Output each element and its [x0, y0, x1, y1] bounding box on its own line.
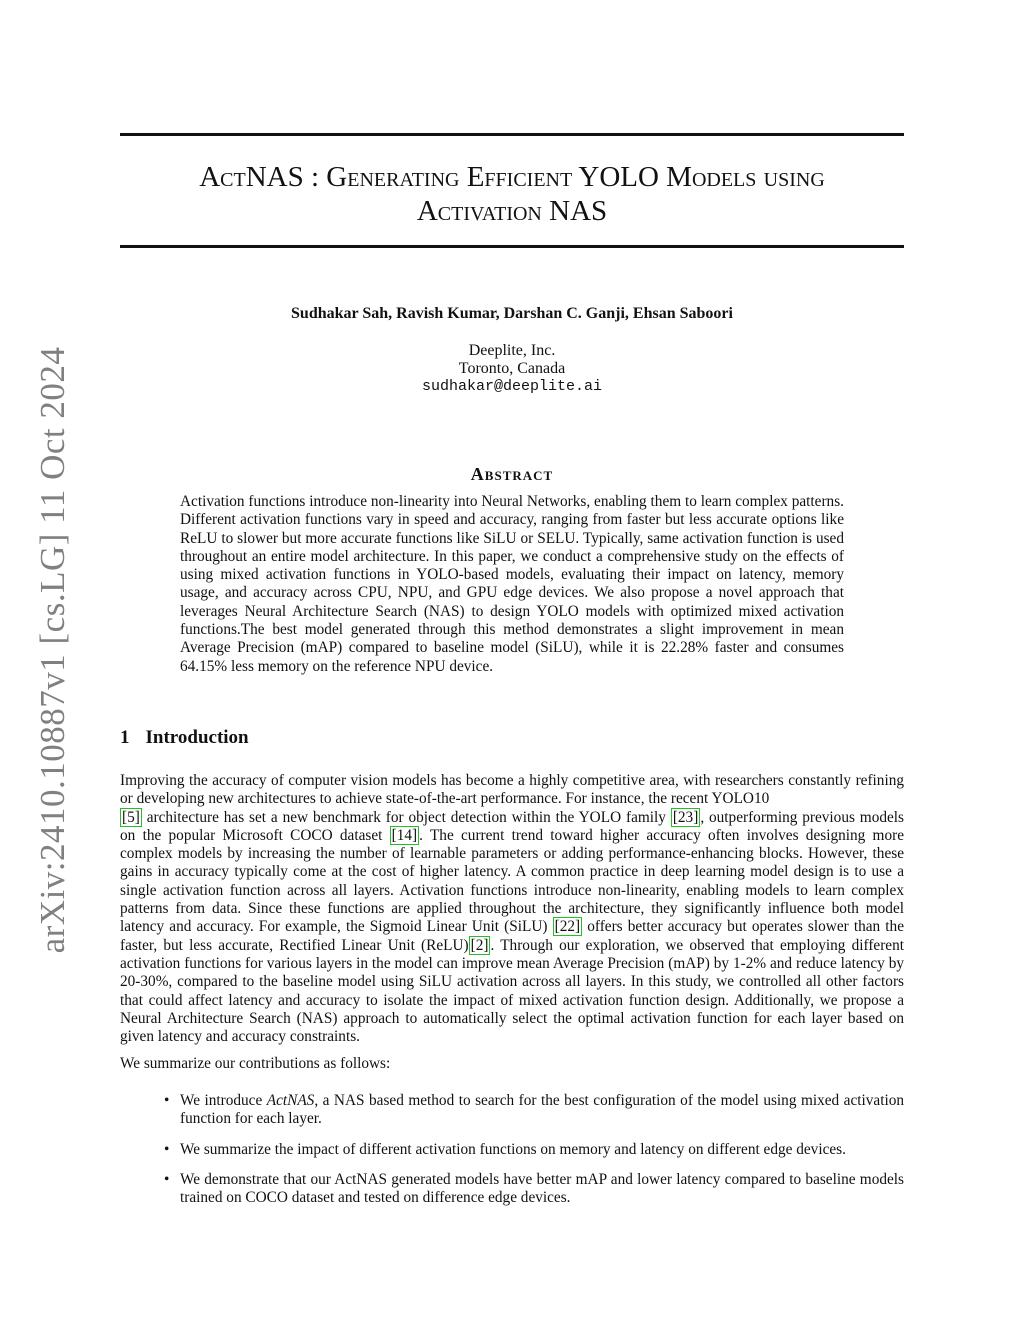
paper-title	[120, 160, 904, 228]
bullet-text: We demonstrate that our ActNAS generated models have better mAP and lower latency compared to baseline models trained on COCO dataset and tested on difference edge devices.	[180, 1170, 904, 1207]
citation-link[interactable]: [2]	[470, 936, 489, 954]
intro-text-3: , outperforming previous models on the popular Microsoft COCO dataset	[120, 808, 904, 844]
bullet-text: We summarize the impact of different activation functions on memory and latency on different edge devices.	[180, 1140, 846, 1158]
citation-link[interactable]: [23]	[672, 808, 699, 826]
section-heading-introduction	[120, 727, 249, 749]
arxiv-id-text: arXiv:2410.10887v1 [cs.LG] 11 Oct 2024	[33, 346, 72, 954]
intro-text-5: offers better accuracy but operates slower than the faster, but less accurate, Rectified Linear Unit (ReLU)	[120, 918, 904, 954]
citation-link[interactable]: [5]	[122, 808, 140, 826]
arxiv-identifier-stamp	[30, 346, 76, 954]
citation-link[interactable]: [14]	[391, 826, 418, 844]
bullet-icon: •	[164, 1140, 170, 1158]
list-item	[160, 1171, 904, 1208]
abstract-text: Activation functions introduce non-linearity into Neural Networks, enabling them to learn complex patterns. Different activation functions vary in speed and accuracy, ranging from faster but less accurate options like ReLU to slower but more accurate functions like SiLU or SELU. Typically, same activation function is used throughout an entire model architecture. In this paper, we conduct a comprehensive study on the effects of using mixed activation functions in YOLO-based models, evaluating their impact on latency, memory usage, and accuracy across CPU, NPU, and GPU edge devices. We also propose a novel approach that leverages Neural Architecture Search (NAS) to design YOLO models with optimized mixed activation functions.The best model generated through this method demonstrates a slight improvement in mean Average Precision (mAP) compared to baseline model (SiLU), while it is 22.28% faster and consumes 64.15% less memory on the reference NPU device.	[180, 493, 844, 675]
affiliation-block	[120, 342, 904, 396]
author-list: Sudhakar Sah, Ravish Kumar, Darshan C. Ganji, Ehsan Saboori	[291, 305, 733, 322]
author-email: sudhakar@deeplite.ai	[421, 378, 603, 395]
intro-text-2: architecture has set a new benchmark for object detection within the YOLO family	[141, 808, 671, 826]
title-bottom-rule	[120, 245, 904, 248]
intro-text-6: . Through our exploration, we observed that employing different activation functions for various layers in the model can improve mean Average Precision (mAP) by 1-2% and reduce latency by 20-30%, compared to the baseline model using SiLU activation across all layers. In this study, we controlled all other factors that could affect latency and accuracy to isolate the impact of mixed activation function design. Additionally, we propose a Neural Architecture Search (NAS) approach to automatically select the optimal activation function for each layer based on given latency and accuracy constraints.	[120, 936, 904, 1046]
bullet-icon: •	[164, 1170, 170, 1188]
abstract-heading: Abstract	[470, 464, 554, 484]
affiliation-location: Toronto, Canada	[458, 360, 566, 377]
contributions-list	[160, 1092, 904, 1219]
title-line-2: Activation NAS	[416, 195, 608, 227]
intro-text-4: . The current trend toward higher accuracy often involves designing more complex models by increasing the number of learnable parameters or adding performance-enhancing blocks. However, these gains in accuracy typically come at the cost of higher latency. A common practice in deep learning model design is to use a single activation function across all layers. Activation functions introduce non-linearity, enabling models to learn complex patterns from data. Since these functions are applied throughout the architecture, they significantly influence both model latency and accuracy. For example, the Sigmoid Linear Unit (SiLU)	[120, 826, 904, 936]
title-line-1: ActNAS : Generating Efficient YOLO Models using	[199, 161, 825, 193]
list-item	[160, 1141, 904, 1159]
bullet-text: We introduce	[180, 1092, 267, 1109]
list-item	[160, 1092, 904, 1129]
introduction-paragraph	[120, 772, 904, 1046]
section-number: 1	[120, 727, 130, 748]
bullet-icon: •	[164, 1092, 170, 1109]
bullet-text: , a NAS based method to search for the best configuration of the model using mixed activation function for each layer.	[180, 1092, 904, 1128]
method-name: ActNAS	[266, 1092, 315, 1109]
intro-text-1: Improving the accuracy of computer vision models has become a highly competitive area, with researchers constantly refining or developing new architectures to achieve state-of-the-art performance. For instance, the recent YOLO10	[120, 772, 904, 808]
section-title: Introduction	[145, 727, 249, 748]
citation-link[interactable]: [22]	[554, 918, 581, 936]
contributions-intro: We summarize our contributions as follows:	[120, 1055, 391, 1072]
title-top-rule	[120, 133, 904, 136]
affiliation-org: Deeplite, Inc.	[468, 342, 556, 359]
